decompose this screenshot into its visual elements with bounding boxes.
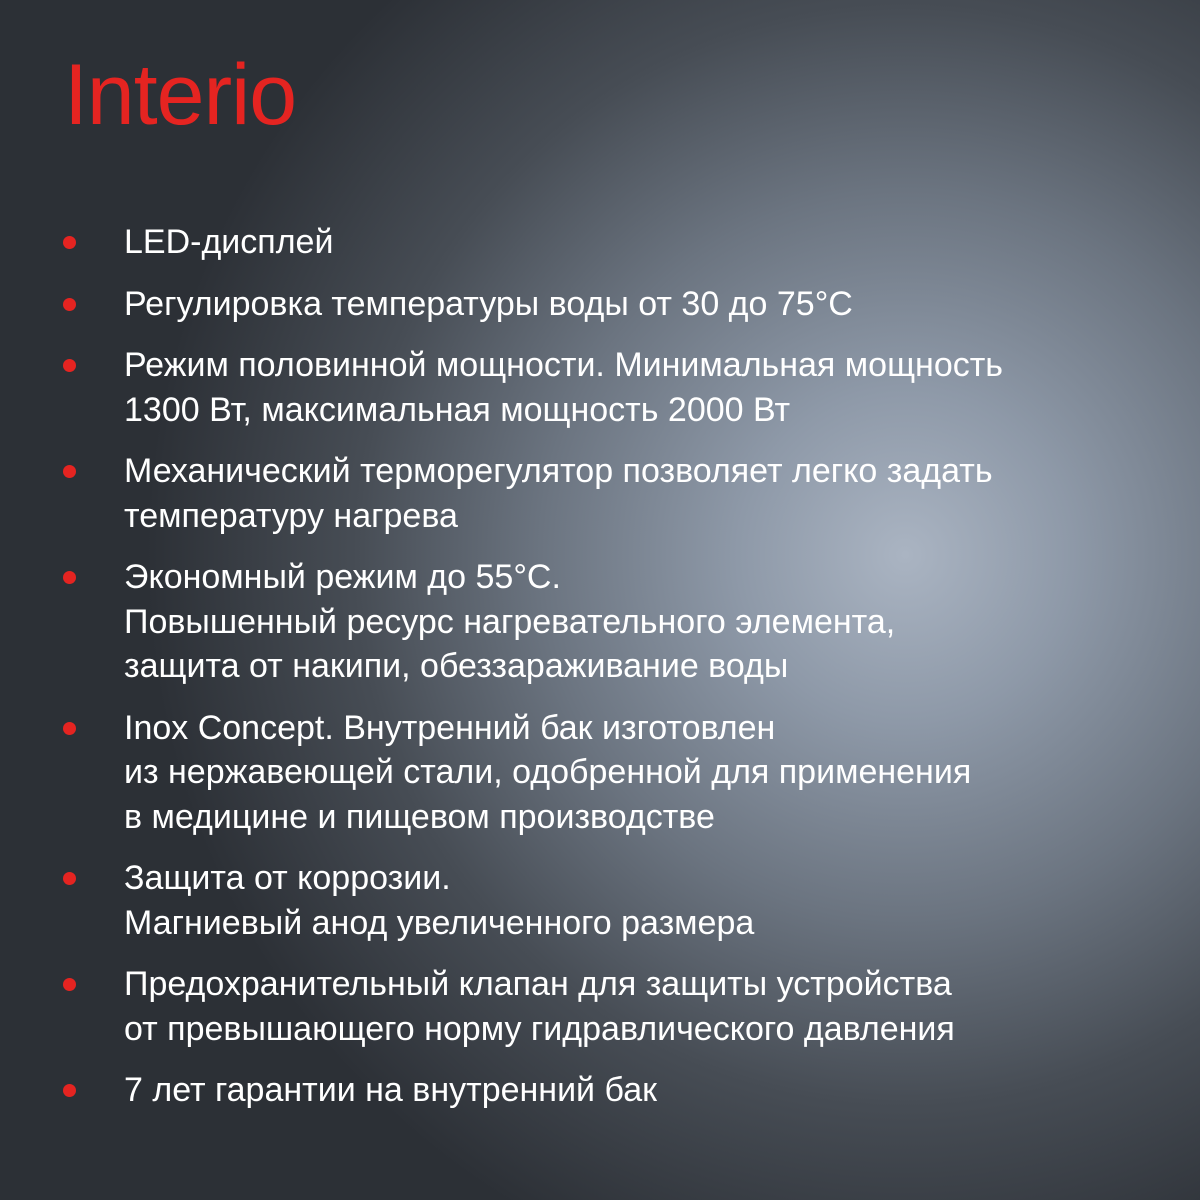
- bullet-dot-icon: [63, 978, 76, 991]
- feature-text-line: Защита от коррозии.: [124, 859, 451, 897]
- feature-text-line: в медицине и пищевом производстве: [124, 797, 715, 836]
- feature-item: [0, 856, 1200, 945]
- feature-text-line: Магниевый анод увеличенного размера: [124, 903, 755, 942]
- feature-text-line: температуру нагрева: [124, 496, 458, 535]
- feature-list: [0, 220, 1200, 1130]
- bullet-dot-icon: [63, 298, 76, 311]
- feature-item: [0, 962, 1200, 1051]
- bullet-dot-icon: [63, 722, 76, 735]
- bullet-dot-icon: [63, 872, 76, 885]
- feature-item: [0, 220, 1200, 265]
- feature-text-line: Предохранительный клапан для защиты устройства: [124, 965, 952, 1003]
- feature-text-line: Экономный режим до 55°C.: [124, 558, 561, 596]
- feature-item: [0, 282, 1200, 327]
- bullet-dot-icon: [63, 236, 76, 249]
- feature-item: [0, 449, 1200, 538]
- bullet-dot-icon: [63, 571, 76, 584]
- feature-text-line: 1300 Вт, максимальная мощность 2000 Вт: [124, 390, 791, 429]
- bullet-dot-icon: [63, 1084, 76, 1097]
- feature-text-line: LED-дисплей: [124, 223, 334, 261]
- feature-text-line: Повышенный ресурс нагревательного элемента,: [124, 602, 896, 641]
- feature-text-line: 7 лет гарантии на внутренний бак: [124, 1071, 657, 1109]
- bullet-dot-icon: [63, 359, 76, 372]
- feature-item: [0, 706, 1200, 840]
- feature-item: [0, 1068, 1200, 1113]
- feature-item: [0, 555, 1200, 689]
- feature-text-line: из нержавеющей стали, одобренной для применения: [124, 753, 972, 791]
- brand-logo: Interio: [64, 47, 297, 143]
- feature-text-line: защита от накипи, обеззараживание воды: [124, 647, 789, 685]
- feature-text-line: Механический терморегулятор позволяет легко задать: [124, 452, 993, 490]
- feature-text-line: Регулировка температуры воды от 30 до 75°C: [124, 284, 853, 323]
- feature-item: [0, 343, 1200, 432]
- feature-text-line: Режим половинной мощности. Минимальная мощность: [124, 346, 1004, 384]
- feature-text-line: от превышающего норму гидравлического давления: [124, 1009, 955, 1048]
- bullet-dot-icon: [63, 465, 76, 478]
- feature-text-line: Inox Concept. Внутренний бак изготовлен: [124, 708, 776, 747]
